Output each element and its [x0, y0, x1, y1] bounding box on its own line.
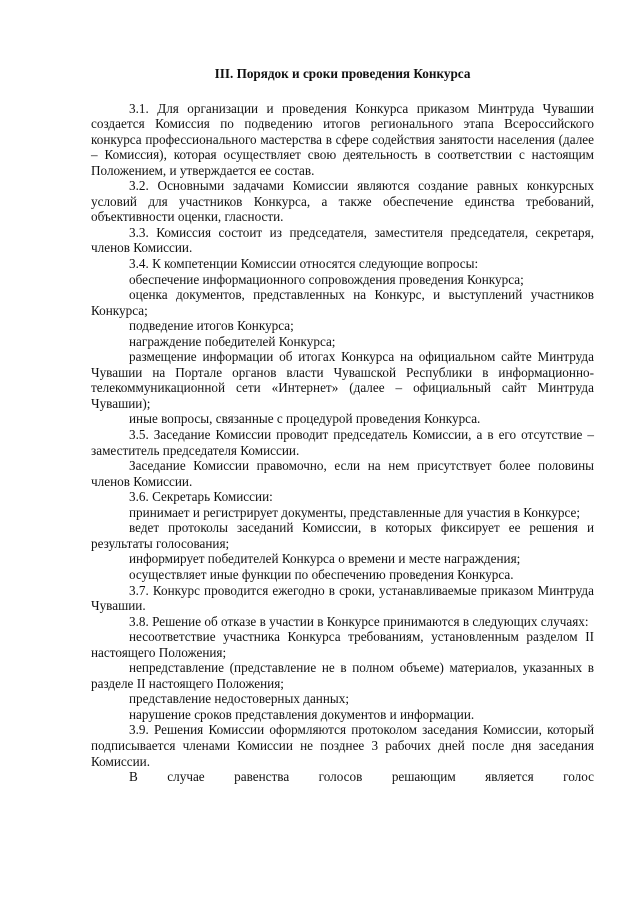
list-item: непредставление (представление не в полном объеме) материалов, указанных в разделе II настоящего Положения;: [91, 660, 594, 691]
list-item: представление недостоверных данных;: [129, 691, 350, 707]
paragraph-3-2: 3.2. Основными задачами Комиссии являются создание равных конкурсных условий для участников Конкурса, а также обеспечение единства требований, объективности оценки, гласности.: [91, 178, 594, 225]
paragraph-3-4: 3.4. К компетенции Комиссии относятся следующие вопросы:: [129, 256, 479, 272]
list-item: подведение итогов Конкурса;: [129, 318, 294, 334]
paragraph-3-3: 3.3. Комиссия состоит из председателя, заместителя председателя, секретаря, членов Комиссии.: [91, 224, 594, 256]
paragraph-3-8: 3.8. Решение об отказе в участии в Конкурсе принимаются в следующих случаях:: [129, 613, 589, 629]
paragraph-tie-vote: В случае равенства голосов решающим является голос: [129, 769, 594, 785]
section-title: III. Порядок и сроки проведения Конкурса: [214, 66, 471, 81]
paragraph-quorum: Заседание Комиссии правомочно, если на нем присутствует более половины членов Комиссии.: [91, 458, 594, 489]
list-item: принимает и регистрирует документы, представленные для участия в Конкурсе;: [129, 504, 581, 520]
list-item: оценка документов, представленных на Конкурс, и выступлений участников Конкурса;: [91, 287, 594, 318]
paragraph-3-1: 3.1. Для организации и проведения Конкурса приказом Минтруда Чувашии создается Комиссия по подведению итогов регионального этапа Всероссийского конкурса профессионального мастерства в сфере содействия занятости населения (далее – Комиссия), которая осуществляет свою деятельность в соответствии с настоящим Положением, и утверждается ее состав.: [91, 100, 594, 178]
paragraph-3-5: 3.5. Заседание Комиссии проводит председатель Комиссии, а в его отсутствие – заместитель председателя Комиссии.: [91, 427, 594, 458]
list-item: нарушение сроков представления документов и информации.: [129, 706, 475, 722]
list-item: ведет протоколы заседаний Комиссии, в которых фиксирует ее решения и результаты голосования;: [91, 520, 594, 551]
list-item: размещение информации об итогах Конкурса на официальном сайте Минтруда Чувашии на Портале органов власти Чувашской Республики в информационно-телекоммуникационной сети «Интернет» (далее – официальный сайт Минтруда Чувашии);: [91, 349, 594, 411]
list-item: иные вопросы, связанные с процедурой проведения Конкурса.: [129, 411, 481, 427]
list-item: несоответствие участника Конкурса требованиям, установленным разделом II настоящего Положения;: [91, 629, 594, 660]
list-item: информирует победителей Конкурса о времени и месте награждения;: [129, 551, 521, 567]
list-item: награждение победителей Конкурса;: [129, 333, 336, 349]
paragraph-3-6: 3.6. Секретарь Комиссии:: [129, 489, 273, 505]
paragraph-3-9: 3.9. Решения Комиссии оформляются протоколом заседания Комиссии, который подписывается членами Комиссии не позднее 3 рабочих дней после дня заседания Комиссии.: [91, 722, 594, 769]
list-item: обеспечение информационного сопровождения проведения Конкурса;: [129, 271, 524, 287]
paragraph-3-7: 3.7. Конкурс проводится ежегодно в сроки, устанавливаемые приказом Минтруда Чувашии.: [91, 582, 594, 614]
list-item: осуществляет иные функции по обеспечению проведения Конкурса.: [129, 566, 514, 582]
